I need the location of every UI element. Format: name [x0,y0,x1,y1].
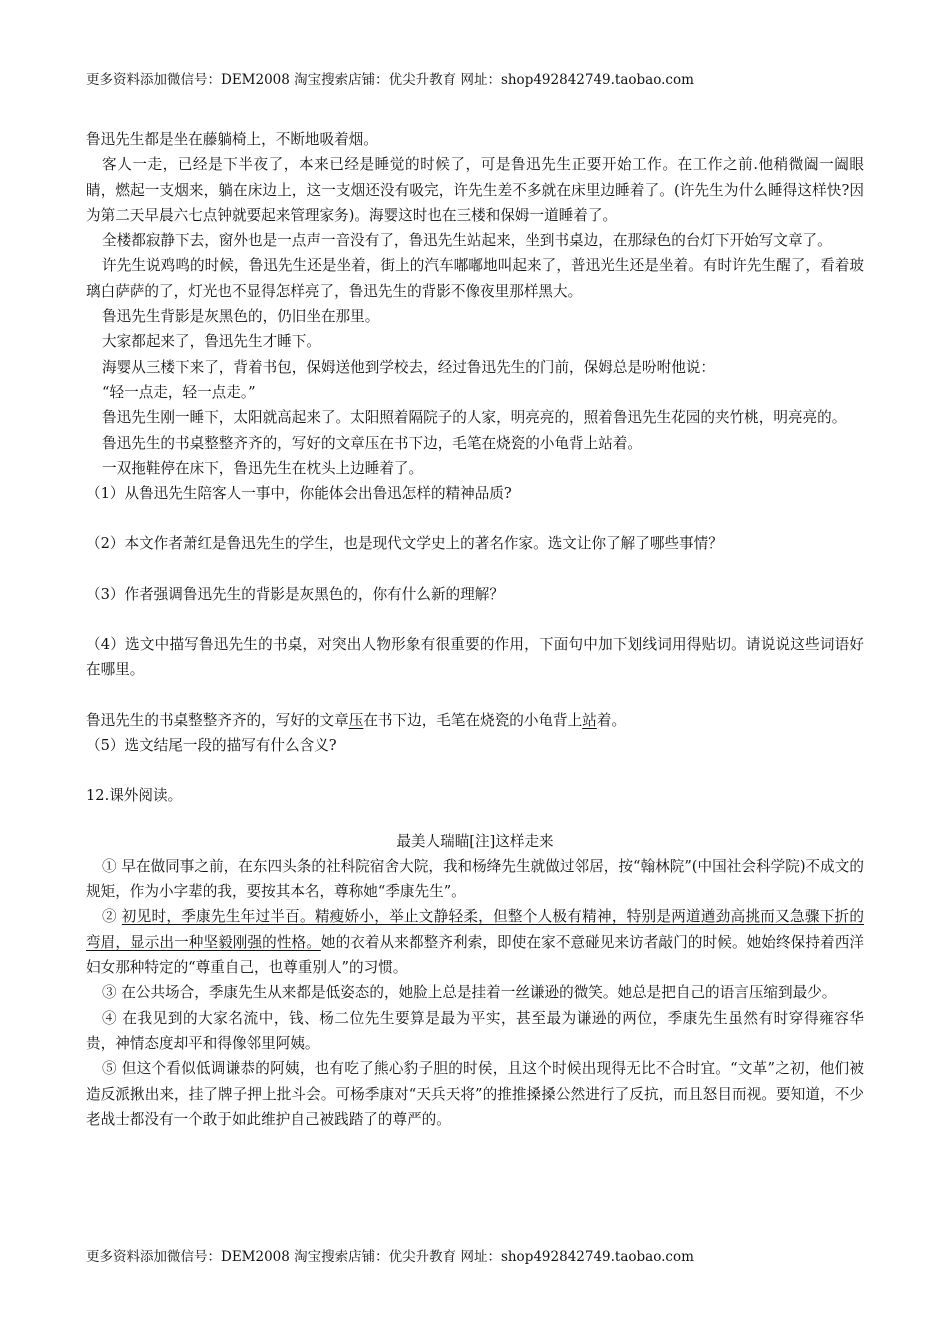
question-2: （2）本文作者萧红是鲁迅先生的学生，也是现代文学史上的著名作家。选文让你了解了哪些事情？ [86,535,723,553]
passage-paragraph: 大家都起来了，鲁迅先生才睡下。 [102,333,321,351]
passage-paragraph: 全楼都寂静下去，窗外也是一点声一音没有了，鲁迅先生站起来，坐到书桌边，在那绿色的台灯下开始写文章了。 [102,232,832,250]
article-paragraph: ③ 在公共场合，季康先生从来都是低姿态的，她脸上总是挂着一丝谦逊的微笑。她总是把自己的语言压缩到最少。 [102,984,837,1002]
answer-space [86,683,864,708]
document-body [86,127,864,1132]
passage-paragraph: 鲁迅先生刚一睡下，太阳就高起来了。太阳照着隔院子的人家，明亮亮的，照着鲁迅先生花园的夹竹桃，明亮亮的。 [102,409,847,427]
passage-paragraph: 鲁迅先生背影是灰黑色的，仍旧坐在那里。 [102,308,380,326]
answer-space [86,557,864,582]
passage-paragraph: 许先生说鸡鸣的时候，鲁迅先生还是坐着，街上的汽车嘟嘟地叫起来了，普迅光生还是坐着。有时许先生醒了，看着玻璃白萨萨的了，灯光也不显得怎样亮了，鲁迅先生的背影不像夜里那样黑大。 [86,257,864,300]
article-paragraph: ⑤ 但这个看似低调谦恭的阿姨，也有吃了熊心豹子胆的时侯，且这个时候出现得无比不合时宜。“文革”之初，他们被造反派揪出来，挂了牌子押上批斗会。可杨季康对“天兵天将”的推推搡搡公然进行了反抗，而且怒目而视。要知道，不少老战士都没有一个敢于如此维护自己被践踏了的尊严的。 [86,1060,864,1128]
article-paragraph: ④ 在我见到的大家名流中，钱、杨二位先生要算是最为平实，甚至最为谦逊的两位，季康先生虽然有时穿得雍容华贵，神情态度却平和得像邻里阿姨。 [86,1009,864,1052]
question-4: （4）选文中描写鲁迅先生的书桌，对突出人物形象有很重要的作用，下面句中加下划线词用得贴切。请说说这些词语好在哪里。 [86,636,864,679]
article-title: 最美人瑞瞄[注]这样走来 [396,832,554,850]
passage-paragraph: 一双拖鞋停在床下，鲁迅先生在枕头上边睡着了。 [102,459,424,477]
question-4-sentence [86,708,864,733]
answer-space [86,506,864,531]
question-5: （5）选文结尾一段的描写有什么含义? [86,736,337,754]
page-header: 更多资料添加微信号：DEM2008 淘宝搜索店铺：优尖升教育 网址：shop492842749.taobao.com [86,72,694,88]
paragraph-number: ② [102,908,122,926]
section-12-label: 12.课外阅读。 [86,787,183,805]
underlined-sentence: 初见时，季康先生年过半百。精瘦娇小，举止文静轻柔，但整个人极有精神，特别是两道遒劲高挑而又急骤下折的弯眉，显示出一种坚毅刚强的性格。 [86,908,864,951]
passage-paragraph: “轻一点走，轻一点走。” [102,383,256,401]
passage-paragraph: 鲁迅先生都是坐在藤躺椅上，不断地吸着烟。 [86,131,378,148]
answer-space [86,758,864,783]
spacer [86,809,864,829]
paragraph-text: 她的衣着从来都整齐利索，即使在家不意碰见来访者敲门的时候。她始终保持着西洋妇女那种特定的“尊重自己，也尊重别人”的习惯。 [86,933,864,977]
sentence-text: 着。 [596,711,627,729]
article-paragraph [86,904,864,980]
sentence-text: 在书下边，毛笔在烧瓷的小龟背上 [363,711,583,729]
question-1: （1）从鲁迅先生陪客人一事中，你能体会出鲁迅怎样的精神品质? [86,485,512,503]
underlined-word: 压 [348,711,364,729]
underlined-word: 站 [582,711,597,729]
passage-paragraph: 鲁迅先生的书桌整整齐齐的，写好的文章压在书下边，毛笔在烧瓷的小龟背上站着。 [102,434,643,452]
article-paragraph: ① 早在做同事之前，在东四头条的社科院宿舍大院，我和杨绛先生就做过邻居，按“翰林院”(中国社会科学院)不成文的规矩，作为小字辈的我，要按其本名，尊称她“季康先生”。 [86,857,864,901]
page-footer: 更多资料添加微信号：DEM2008 淘宝搜索店铺：优尖升教育 网址：shop492842749.taobao.com [86,1249,694,1265]
sentence-text: 鲁迅先生的书桌整整齐齐的，写好的文章 [86,711,349,729]
answer-space [86,607,864,632]
passage-paragraph: 海婴从三楼下来了，背着书包，保姆送他到学校去，经过鲁迅先生的门前，保姆总是吩咐他说： [102,358,715,376]
passage-paragraph: 客人一走，已经是下半夜了，本来已经是睡觉的时候了，可是鲁迅先生正要开始工作。在工作之前.他稍微阖一阖眼睛，燃起一支烟来，躺在床边上，这一支烟还没有吸完，许先生差不多就在床里边睡着了。(许先生为什么睡得这样快?因为第二天早晨六七点钟就要起来管理家务)。海婴这时也在三楼和保姆一道睡着了。 [86,156,864,224]
question-3: （3）作者强调鲁迅先生的背影是灰黑色的，你有什么新的理解？ [86,585,504,603]
